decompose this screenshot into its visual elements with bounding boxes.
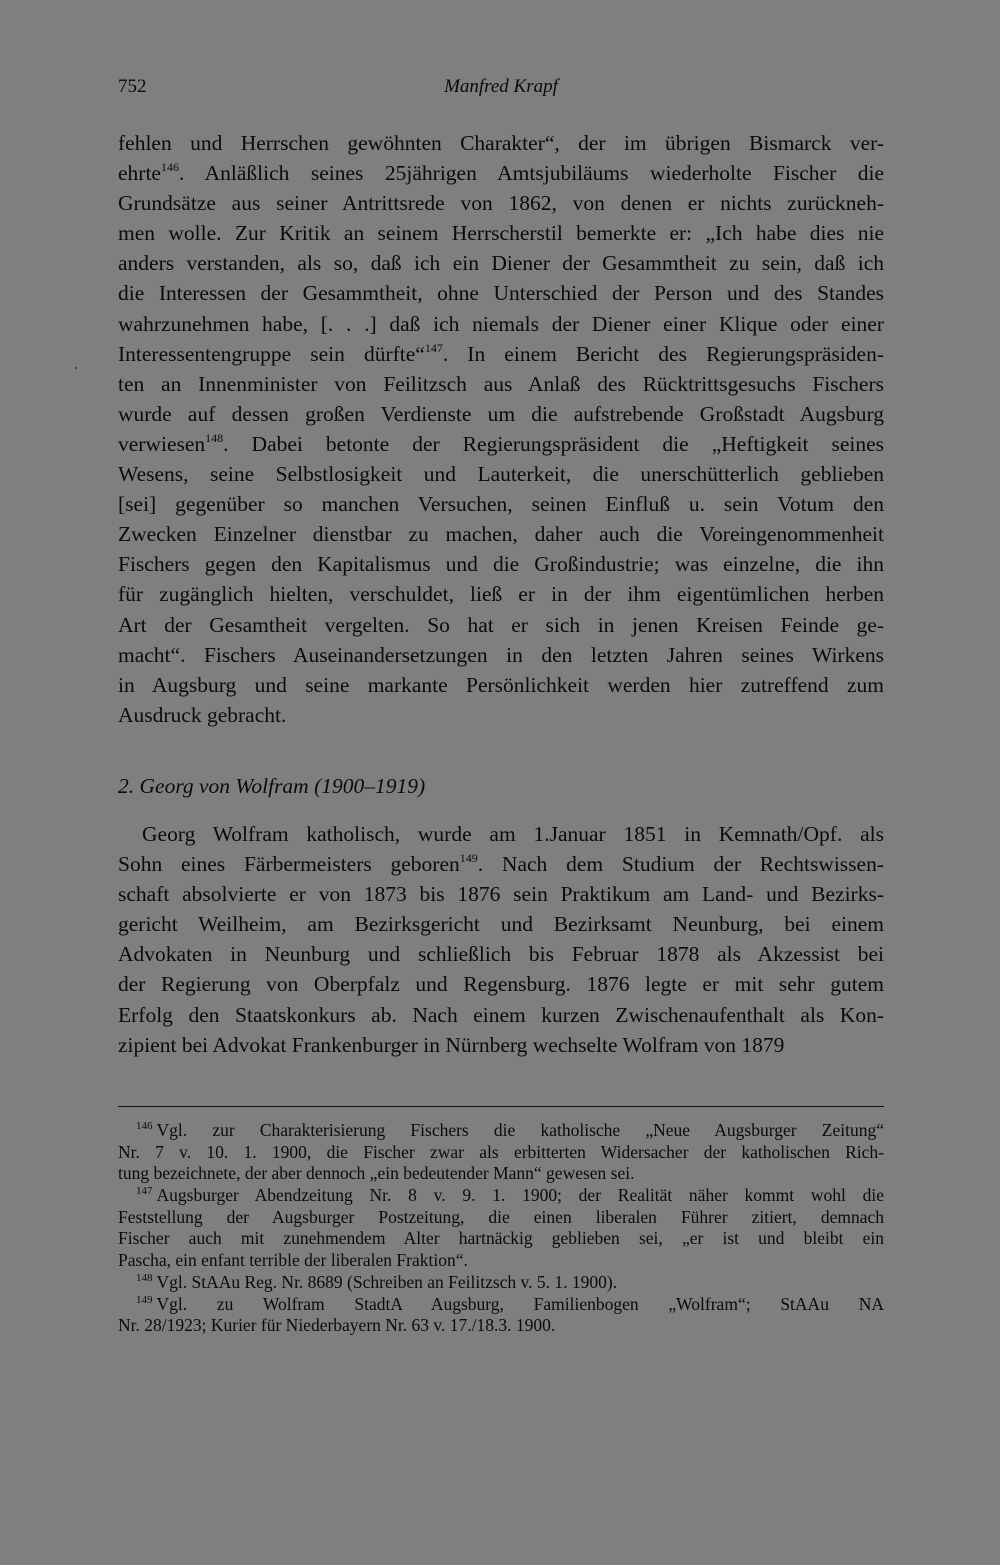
text-segment: Erfolg den Staatskonkurs ab. Nach einem kurzen Zwischenaufenthalt als Kon- [118,1002,884,1027]
text-segment: gericht Weilheim, am Bezirksgericht und Bezirksamt Neunburg, bei einem [118,912,884,937]
text-segment: fehlen und Herrschen gewöhnten Charakter“, der im übrigen Bismarck ver- [118,131,884,155]
footnote-text: Pascha, ein enfant terrible der liberalen Fraktion“. [118,1250,468,1271]
text-segment: macht“. Fischers Auseinandersetzungen in den letzten Jahren seines Wirkens [118,642,884,667]
text-segment: anders verstanden, als so, daß ich ein Diener der Gesammtheit zu sein, daß ich [118,251,884,276]
footnote-line [118,1294,884,1316]
text-segment: men wolle. Zur Kritik an seinem Herrscherstil bemerkte er: „Ich habe dies nie [118,221,884,246]
text-line [118,909,884,939]
scan-speck [75,367,77,369]
footnote-line [118,1120,884,1142]
footnote-text: Augsburger Abendzeitung Nr. 8 v. 9. 1. 1900; der Realität näher kommt wohl die [156,1185,884,1206]
text-line [118,819,884,849]
footnote-line [118,1207,884,1229]
text-segment: zipient bei Advokat Frankenburger in Nürnberg wechselte Wolfram von 1879 [118,1032,785,1057]
text-line [118,610,884,640]
text-line [118,278,884,308]
text-segment: verwiesen [118,431,206,456]
text-segment: . Anläßlich seines 25jährigen Amtsjubiläums wiederholte Fischer die [178,161,884,186]
text-segment: Art der Gesamtheit vergelten. So hat er sich in jenen Kreisen Feinde ge- [118,612,884,637]
footnote-number: 147 [136,1185,153,1198]
footnote-reference: 146 [160,160,179,175]
text-segment: Advokaten in Neunburg und schließlich bis Februar 1878 als Akzessist bei [118,942,884,967]
text-segment: . Dabei betonte der Regierungspräsident die „Heftigkeit seines [223,431,884,456]
text-line [118,549,884,579]
text-line [118,128,884,158]
running-head: Manfred Krapf [444,76,558,97]
footnote-reference: 148 [205,430,224,445]
text-segment: wahrzunehmen habe, [. . .] daß ich niemals der Diener einer Klique oder einer [118,311,884,336]
body-paragraph-2 [118,819,884,1060]
text-segment: Sohn eines Färbermeisters geboren [118,852,460,877]
text-segment: für zugänglich hielten, verschuldet, ließ er in der ihm eigentümlichen herben [118,582,884,607]
footnote-text: Vgl. zur Charakterisierung Fischers die katholische „Neue Augsburger Zeitung“ [156,1120,884,1140]
footnote-text: Vgl. StAAu Reg. Nr. 8689 (Schreiben an Feilitzsch v. 5. 1. 1900). [156,1271,618,1292]
text-line [118,1000,884,1030]
footnote-line [118,1250,884,1272]
text-line [118,579,884,609]
footnote-line [118,1315,884,1337]
text-line [118,429,884,459]
footnote-line [118,1163,884,1185]
section-heading: 2. Georg von Wolfram (1900–1919) [118,774,426,798]
text-line [118,158,884,188]
footnote-line [118,1142,884,1164]
body-paragraph-1 [118,128,884,730]
footnotes [118,1120,884,1337]
footnote-text: Nr. 7 v. 10. 1. 1900, die Fischer zwar als erbitterten Widersacher der katholischen Rich- [118,1141,884,1162]
text-segment: die Interessen der Gesammtheit, ohne Unterschied der Person und des Standes [118,281,884,306]
page-header [118,76,884,104]
text-line [118,849,884,879]
footnote-line [118,1185,884,1207]
text-line [118,640,884,670]
footnote-reference: 149 [459,851,478,866]
footnote-text: Feststellung der Augsburger Postzeitung, die einen liberalen Führer zitiert, demnach [118,1206,884,1227]
text-segment: schaft absolvierte er von 1873 bis 1876 sein Praktikum am Land- und Bezirks- [118,882,884,907]
text-line [118,939,884,969]
text-line [118,188,884,218]
footnote-number: 146 [136,1120,153,1132]
page-number: 752 [118,76,147,97]
text-line [118,969,884,999]
text-segment: in Augsburg und seine markante Persönlichkeit werden hier zutreffend zum [118,672,884,697]
text-line [118,879,884,909]
text-line [118,519,884,549]
text-line [118,1030,884,1060]
footnote-number: 148 [136,1271,153,1284]
footnote-text: Vgl. zu Wolfram StadtA Augsburg, Familienbogen „Wolfram“; StAAu NA [156,1293,884,1314]
footnote-text: tung bezeichnete, der aber dennoch „ein bedeutender Mann“ gewesen sei. [118,1163,635,1184]
text-line [118,339,884,369]
text-line [118,399,884,429]
footnote-text: Nr. 28/1923; Kurier für Niederbayern Nr. 63 v. 17./18.3. 1900. [118,1315,556,1336]
text-segment: Zwecken Einzelner dienstbar zu machen, daher auch die Voreingenommenheit [118,522,884,547]
text-line [118,248,884,278]
text-segment: ten an Innenminister von Feilitzsch aus Anlaß des Rücktrittsgesuchs Fischers [118,371,884,396]
text-segment: . In einem Bericht des Regierungspräsiden- [442,341,884,366]
text-segment: der Regierung von Oberpfalz und Regensburg. 1876 legte er mit sehr gutem [118,972,884,997]
text-segment: wurde auf dessen großen Verdienste um die aufstrebende Großstadt Augsburg [118,401,884,426]
footnote-number: 149 [136,1293,153,1306]
text-segment: . Nach dem Studium der Rechtswissen- [477,852,884,877]
text-segment: Grundsätze aus seiner Antrittsrede von 1862, von denen er nichts zurückneh- [118,191,884,216]
text-segment: Ausdruck gebracht. [118,702,287,727]
footnote-reference: 147 [424,340,443,355]
text-line [118,309,884,339]
footnote-line [118,1272,884,1294]
text-segment: Interessentengruppe sein dürfte“ [118,341,425,366]
text-segment: Fischers gegen den Kapitalismus und die Großindustrie; was einzelne, die ihn [118,552,884,577]
footnote-line [118,1228,884,1250]
text-segment: Wesens, seine Selbstlosigkeit und Lauterkeit, die unerschütterlich geblieben [118,462,884,487]
text-line [118,489,884,519]
text-line [118,218,884,248]
footnote-text: Fischer auch mit zunehmendem Alter hartnäckig geblieben sei, „er ist und bleibt ein [118,1228,884,1249]
text-line [118,369,884,399]
text-line [118,670,884,700]
text-line [118,700,884,730]
text-segment: ehrte [118,161,161,186]
text-segment: [sei] gegenüber so manchen Versuchen, seinen Einfluß u. sein Votum den [118,492,884,517]
footnote-separator [118,1106,884,1107]
text-segment: Georg Wolfram katholisch, wurde am 1.Januar 1851 in Kemnath/Opf. als [142,822,884,846]
text-line [118,459,884,489]
